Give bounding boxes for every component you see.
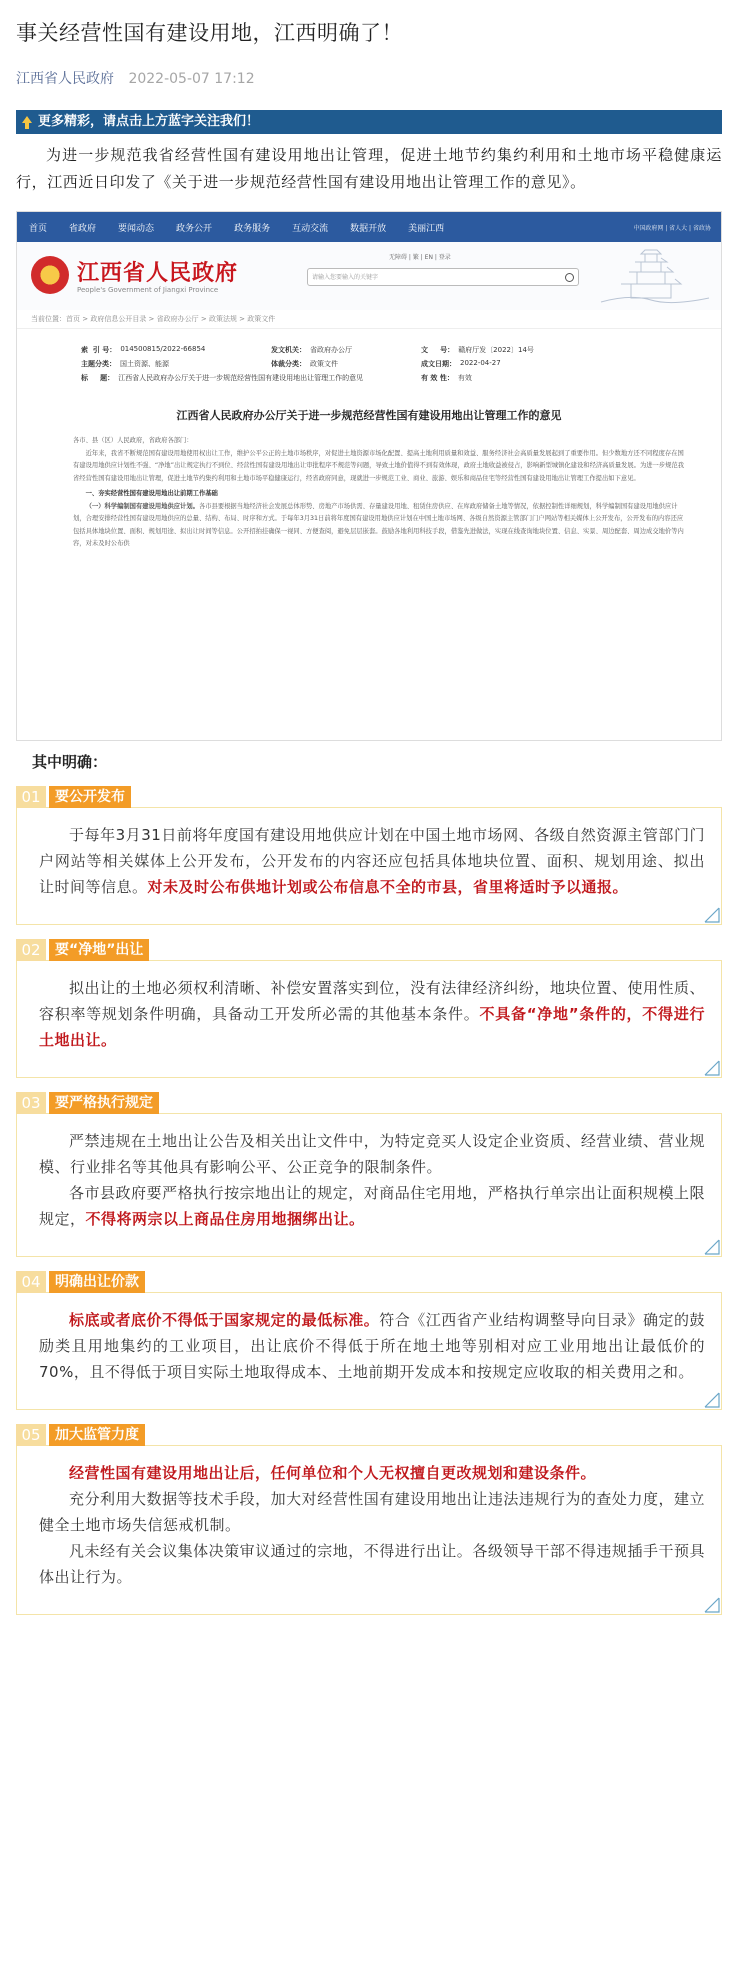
gov-doc-info-table <box>81 343 661 385</box>
corner-decoration-icon <box>703 1238 721 1256</box>
section-header <box>16 1092 722 1114</box>
gov-site-name: 江西省人民政府 <box>77 261 239 286</box>
section-paragraph <box>39 1460 705 1486</box>
section-label: 要“净地”出让 <box>49 939 149 961</box>
gov-info-row <box>81 357 661 371</box>
section-card <box>16 786 722 925</box>
section-body <box>16 807 722 925</box>
up-arrow-icon <box>22 116 32 129</box>
corner-decoration-icon <box>703 1391 721 1409</box>
section-number: 01 <box>16 786 46 808</box>
gov-info-value: 省政府办公厅 <box>310 346 352 354</box>
article <box>16 0 722 1615</box>
gov-info-key: 体裁分类： <box>271 360 306 368</box>
gov-subheading-inline: （一）科学编制国有建设用地供应计划。 <box>85 502 199 510</box>
gov-paragraph: 各市县要根据当地经济社会发展总体形势、房地产市场供需、存量建设用地、租赁住房供应、在库政府储备土地等情况，依据控制性详细规划，科学编制国有建设用地供应计划，合理安排经营性国有建设用地供应的总量、结构、布局、时序和方式。于每年3月31日前将年度国有建设用地供应计划在中国土地市场网、各级自然资源主管部门门户网站等相关媒体上公开发布，公开发布的内容还应包括具体地块位置、面积、规划用途、拟出让时间等信息。公开招拍挂确保一视同、方便查阅，避免层层嵌套。鼓励各地利用科技手段，借鉴先进做法，实现在线查询地块位置、信息、实景、周边配套、周边成交地价等内容，对未及时公布供 <box>73 502 684 547</box>
gov-nav-right-links: 中国政府网 | 省人大 | 省政协 <box>633 224 711 232</box>
gov-breadcrumb: 当前位置：首页 > 政府信息公开目录 > 省政府办公厅 > 政策法规 > 政策文件 <box>17 310 721 329</box>
clarify-heading: 其中明确： <box>32 753 108 771</box>
gov-webpage-screenshot <box>16 211 722 741</box>
gov-info-row <box>81 371 661 385</box>
gov-top-links: 无障碍 | 繁 | EN | 登录 <box>389 254 451 261</box>
follow-banner-text: 更多精彩，请点击上方蓝字关注我们！ <box>38 114 260 129</box>
gov-paragraph: 近年来，我省不断规范国有建设用地使用权出让工作，维护公平公正的土地市场秩序，对促进土地资源市场化配置、提高土地利用质量和效益、服务经济社会高质量发展起到了重要作用。但少数地方还不同程度存在国有建设用地供应计划性不强、“净地”出让规定执行不到位、经营性国有建设用地出让审批程序不规范等问题，导致土地价值得不到有效体现，政府土地收益被侵占，影响新型城镇化建设和经济高质量发展。为进一步规范我省经营性国有建设用地出让管理，促进土地节约集约利用和土地市场平稳健康运行，经省政府同意，现就进一步规范工业、商业、旅游、娱乐和商品住宅等经营性国有建设用地出让管理工作提出如下意见。 <box>73 449 685 482</box>
gov-doc-body <box>73 435 687 551</box>
section-number: 03 <box>16 1092 46 1114</box>
section-paragraph <box>39 1538 705 1590</box>
gov-info-key: 有 效 性： <box>421 374 454 382</box>
gov-nav-item: 要闻动态 <box>118 223 155 234</box>
section-card <box>16 939 722 1078</box>
section-card <box>16 1271 722 1410</box>
section-number: 04 <box>16 1271 46 1293</box>
gov-salutation: 各市、县（区）人民政府，省政府各部门： <box>73 437 193 444</box>
article-title: 事关经营性国有建设用地，江西明确了！ <box>16 21 403 45</box>
section-header <box>16 786 722 808</box>
section-label: 加大监管力度 <box>49 1424 145 1446</box>
section-header <box>16 1424 722 1446</box>
gov-info-key: 成文日期： <box>421 360 456 368</box>
section-text: 拟出让的土地必须权利清晰、补偿安置落实到位，没有法律经济纠纷，地块位置、使用性质、容积率等规划条件明确，具备动工开发所必需的其他基本条件。 <box>39 979 705 1023</box>
gov-info-value: 赣府厅发〔2022〕14号 <box>458 346 534 354</box>
gov-info-key: 索 引 号： <box>81 346 117 354</box>
corner-decoration-icon <box>703 906 721 924</box>
section-paragraph <box>39 1307 705 1385</box>
gov-nav-item: 数据开放 <box>350 223 387 234</box>
section-emphasis-text: 标底或者底价不得低于国家规定的最低标准。 <box>69 1311 380 1329</box>
corner-decoration-icon <box>703 1059 721 1077</box>
section-text: 严禁违规在土地出让公告及相关出让文件中，为特定竞买人设定企业资质、经营业绩、营业规模、行业排名等其他具有影响公平、公正竞争的限制条件。 <box>39 1132 705 1176</box>
section-paragraph <box>39 1128 705 1180</box>
section-emphasis-text: 对未及时公布供地计划或公布信息不全的市县，省里将适时予以通报。 <box>147 878 629 896</box>
section-header <box>16 939 722 961</box>
gov-nav-item: 美丽江西 <box>408 223 445 234</box>
section-paragraph <box>39 822 705 900</box>
follow-banner <box>16 110 722 134</box>
article-meta <box>16 68 722 88</box>
national-emblem-icon <box>31 256 69 294</box>
gov-info-key: 文 号： <box>421 346 455 354</box>
section-text: 凡未经有关会议集体决策审议通过的宗地，不得进行出让。各级领导干部不得违规插手干预具体出让行为。 <box>39 1542 705 1586</box>
section-paragraph <box>39 975 705 1053</box>
gov-info-key: 主题分类： <box>81 360 116 368</box>
section-emphasis-text: 不得将两宗以上商品住房用地捆绑出让。 <box>85 1210 365 1228</box>
gov-info-value: 有效 <box>457 374 472 382</box>
section-body <box>16 1445 722 1615</box>
gov-info-row <box>81 343 661 357</box>
section-label: 要严格执行规定 <box>49 1092 159 1114</box>
publish-date: 2022-05-07 17:12 <box>128 71 255 87</box>
section-card <box>16 1424 722 1615</box>
author-link[interactable]: 江西省人民政府 <box>16 71 114 87</box>
gov-info-key: 发文机关： <box>271 346 306 354</box>
section-text: 充分利用大数据等技术手段，加大对经营性国有建设用地出让违法违规行为的查处力度，建立健全土地市场失信惩戒机制。 <box>39 1490 705 1534</box>
gov-info-value: 2022-04-27 <box>460 359 501 367</box>
section-text: 于每年3月31日前将年度国有建设用地供应计划在中国土地市场网、各级自然资源主管部门门户网站等相关媒体上公开发布，公开发布的内容还应包括具体地块位置、面积、规划用途、拟出让时间等信息。 <box>39 826 705 896</box>
gov-site-english-name: People's Government of Jiangxi Province <box>77 286 219 294</box>
section-body <box>16 960 722 1078</box>
gov-info-value: 江西省人民政府办公厅关于进一步规范经营性国有建设用地出让管理工作的意见 <box>118 374 364 382</box>
section-number: 02 <box>16 939 46 961</box>
gov-nav-item: 政务公开 <box>176 223 213 234</box>
gov-nav-item: 省政府 <box>69 223 97 234</box>
gov-doc-title: 江西省人民政府办公厅关于进一步规范经营性国有建设用地出让管理工作的意见 <box>176 409 562 422</box>
gov-info-value: 政策文件 <box>310 360 338 368</box>
section-text: 各市县政府要严格执行按宗地出让的规定，对商品住宅用地，严格执行单宗出让面积规模上限规定， <box>39 1184 705 1228</box>
gov-nav-bar <box>17 212 721 242</box>
search-icon <box>565 273 574 282</box>
section-paragraph <box>39 1180 705 1232</box>
gov-info-key: 标 题： <box>81 374 115 382</box>
sections-list <box>16 786 722 1615</box>
section-card <box>16 1092 722 1257</box>
section-paragraph <box>39 1486 705 1538</box>
pagoda-illustration-icon <box>591 246 711 308</box>
section-number: 05 <box>16 1424 46 1446</box>
gov-search-box <box>307 268 579 286</box>
gov-search-placeholder: 请输入您要输入的关键字 <box>312 274 379 281</box>
gov-header <box>17 242 721 310</box>
gov-info-value: 国土资源、能源 <box>120 360 169 368</box>
gov-info-value: 014500815/2022-66854 <box>120 345 206 353</box>
section-body <box>16 1113 722 1257</box>
section-header <box>16 1271 722 1293</box>
gov-nav-item: 互动交流 <box>292 223 329 234</box>
gov-nav-item: 政务服务 <box>234 223 271 234</box>
section-emphasis-text: 不具备“净地”条件的，不得进行土地出让。 <box>39 1005 705 1049</box>
section-text: 符合《江西省产业结构调整导向目录》确定的鼓励类且用地集约的工业项目，出让底价不得低于所在地土地等别相对应工业用地出让最低价的70%，且不得低于项目实际土地取得成本、土地前期开发成本和按规定应收取的相关费用之和。 <box>39 1311 705 1381</box>
section-label: 明确出让价款 <box>49 1271 145 1293</box>
gov-subheading: 一、夯实经营性国有建设用地出让前期工作基础 <box>85 490 218 497</box>
gov-nav-item: 首页 <box>29 223 48 234</box>
corner-decoration-icon <box>703 1596 721 1614</box>
section-label: 要公开发布 <box>49 786 131 808</box>
intro-paragraph: 为进一步规范我省经营性国有建设用地出让管理，促进土地节约集约利用和土地市场平稳健康运行，江西近日印发了《关于进一步规范经营性国有建设用地出让管理工作的意见》。 <box>16 146 722 191</box>
section-emphasis-text: 经营性国有建设用地出让后，任何单位和个人无权擅自更改规划和建设条件。 <box>69 1464 597 1482</box>
section-body <box>16 1292 722 1410</box>
